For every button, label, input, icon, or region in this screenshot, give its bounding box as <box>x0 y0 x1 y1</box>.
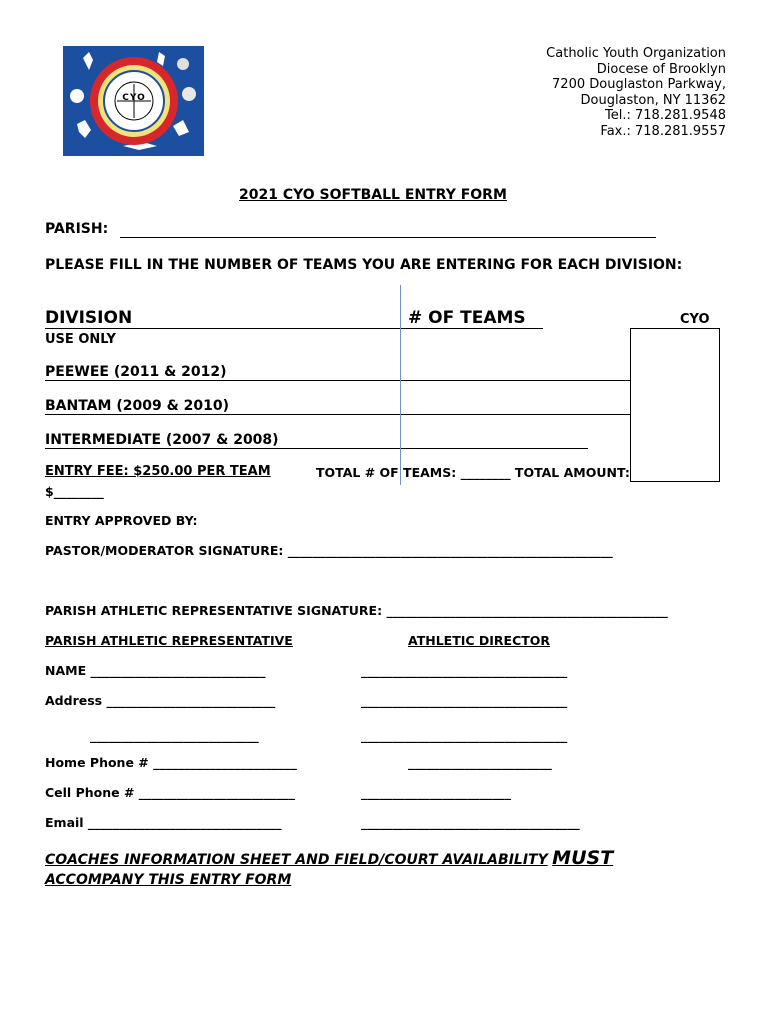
form-title: 2021 CYO SOFTBALL ENTRY FORM <box>239 187 507 203</box>
director-address-field[interactable]: _________________________________ <box>361 693 568 708</box>
cyo-use-only-box <box>630 328 720 482</box>
parish-label: PARISH: <box>45 221 109 237</box>
division-intermediate: INTERMEDIATE (2007 & 2008) <box>45 432 279 448</box>
division-header: DIVISION <box>45 308 133 328</box>
footer-line1: COACHES INFORMATION SHEET AND FIELD/COURT AVAILABILITY <box>45 852 548 868</box>
division-peewee: PEEWEE (2011 & 2012) <box>45 364 227 380</box>
cyo-label: CYO <box>680 312 710 327</box>
teams-header: # OF TEAMS <box>408 308 526 328</box>
instruction-text: PLEASE FILL IN THE NUMBER OF TEAMS YOU ARE ENTERING FOR EACH DIVISION: <box>45 257 683 273</box>
footer-line2: ACCOMPANY THIS ENTRY FORM <box>45 872 292 888</box>
org-street: 7200 Douglaston Parkway, <box>552 77 726 92</box>
use-only-label: USE ONLY <box>45 332 116 347</box>
org-address-block <box>470 46 726 139</box>
entry-fee: ENTRY FEE: $250.00 PER TEAM <box>45 464 271 479</box>
rep-address-field[interactable]: Address ___________________________ <box>45 693 276 708</box>
footer-notice <box>45 847 613 869</box>
rep-signature[interactable]: PARISH ATHLETIC REPRESENTATIVE SIGNATURE: _____________________________________________ <box>45 603 668 618</box>
director-cell-phone[interactable]: ________________________ <box>361 785 511 800</box>
director-home-phone[interactable]: _______________________ <box>408 755 552 770</box>
header-underline <box>45 328 543 329</box>
rep-address-line2[interactable]: ___________________________ <box>90 728 259 743</box>
org-tel: Tel.: 718.281.9548 <box>605 108 726 123</box>
footer-must: MUST <box>552 847 614 869</box>
director-address-line2[interactable]: _________________________________ <box>361 728 568 743</box>
bantam-line[interactable] <box>45 414 631 415</box>
intermediate-line[interactable] <box>45 448 588 449</box>
column-divider <box>400 285 401 485</box>
division-bantam: BANTAM (2009 & 2010) <box>45 398 230 414</box>
org-city: Douglaston, NY 11362 <box>580 92 726 108</box>
rep-header: PARISH ATHLETIC REPRESENTATIVE <box>45 633 293 648</box>
rep-name-field[interactable]: NAME ____________________________ <box>45 663 266 678</box>
org-fax: Fax.: 718.281.9557 <box>600 123 726 139</box>
pastor-signature[interactable]: PASTOR/MODERATOR SIGNATURE: ____________________________________________________ <box>45 543 613 558</box>
director-header: ATHLETIC DIRECTOR <box>408 633 551 648</box>
rep-email[interactable]: Email _______________________________ <box>45 815 282 830</box>
org-diocese: Diocese of Brooklyn <box>596 61 726 77</box>
rep-home-phone[interactable]: Home Phone # _______________________ <box>45 755 297 770</box>
director-email[interactable]: ___________________________________ <box>361 815 580 830</box>
total-teams: TOTAL # OF TEAMS: ________ TOTAL AMOUNT: <box>316 465 630 480</box>
amount-blank[interactable]: $________ <box>45 484 104 499</box>
cyo-logo <box>63 46 204 156</box>
approved-by: ENTRY APPROVED BY: <box>45 513 198 528</box>
parish-field[interactable] <box>120 237 656 238</box>
logo-text: CYO <box>122 93 146 103</box>
org-name: Catholic Youth Organization <box>546 46 726 61</box>
peewee-line[interactable] <box>45 380 631 381</box>
director-name-field[interactable]: _________________________________ <box>361 663 568 678</box>
rep-cell-phone[interactable]: Cell Phone # _________________________ <box>45 785 296 800</box>
